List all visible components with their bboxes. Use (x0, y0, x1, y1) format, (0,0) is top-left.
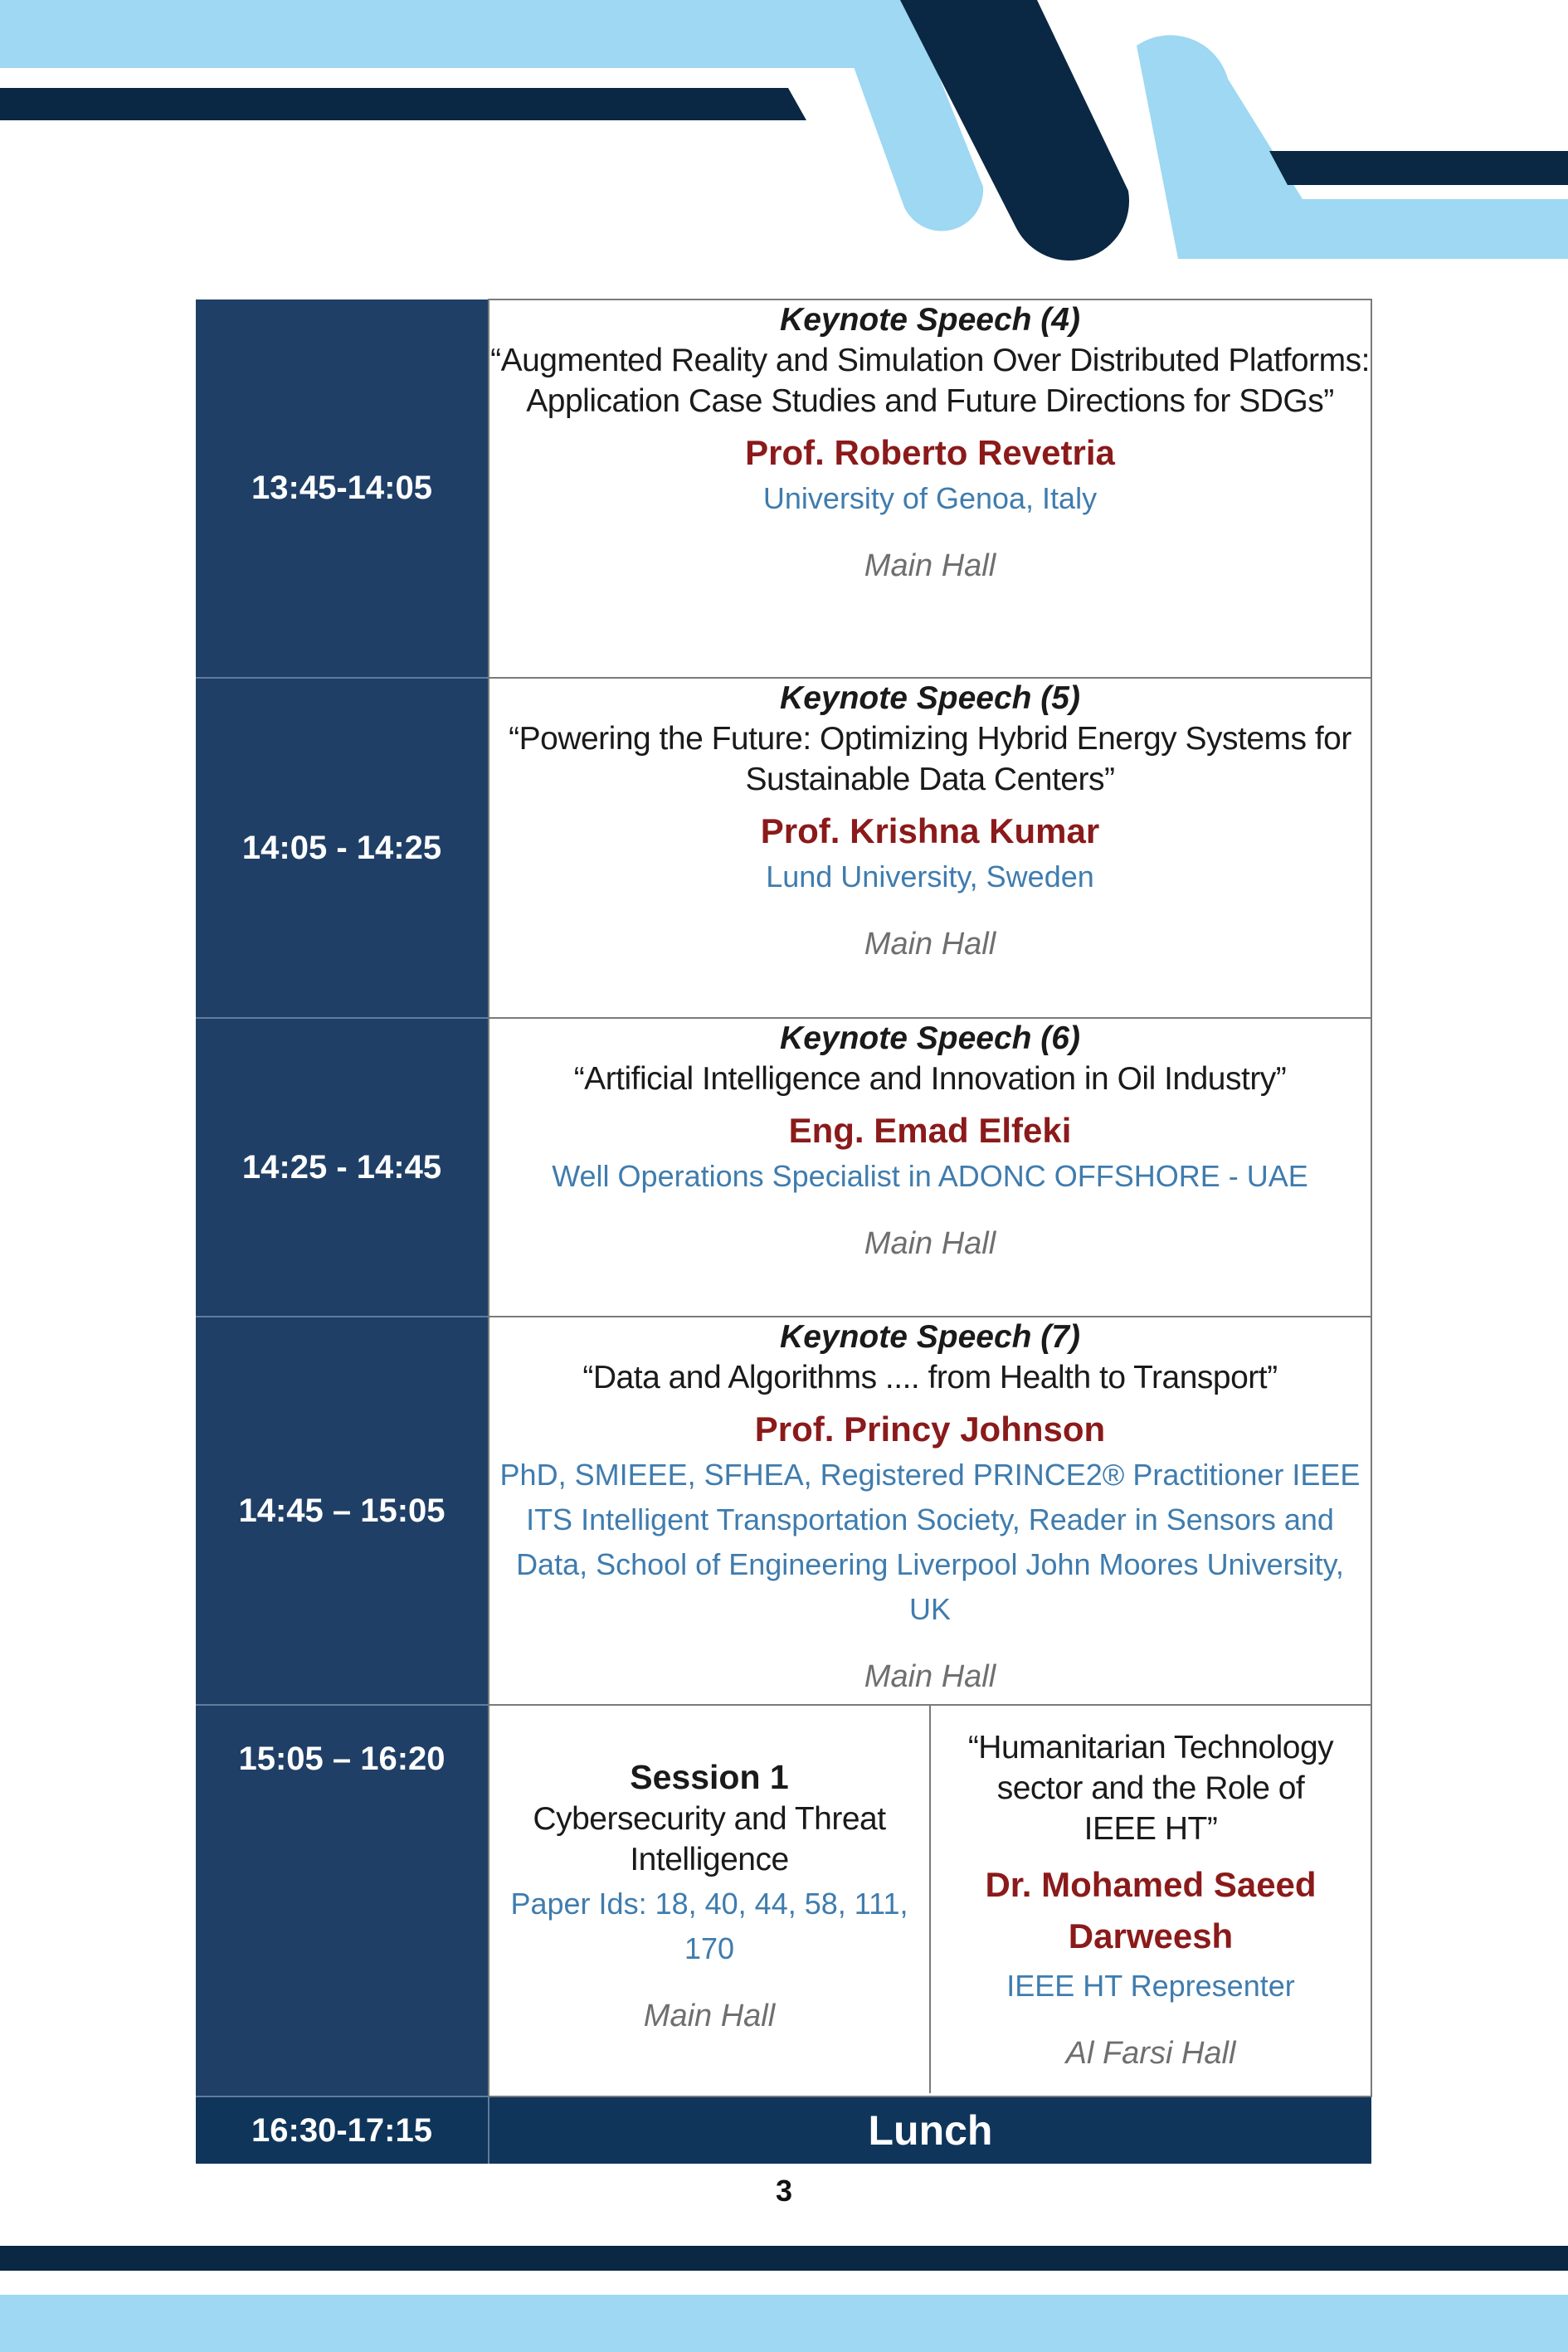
time-slot: 13:45-14:05 (196, 299, 489, 678)
venue: Main Hall (864, 927, 996, 962)
session-topic: Cybersecurity and Threat Intelligence (533, 1801, 886, 1877)
speaker-affiliation: University of Genoa, Italy (762, 481, 1098, 515)
session-type: Keynote Speech (7) (780, 1319, 1080, 1355)
talk-title: “Humanitarian Technology sector and the Role of IEEE HT” (967, 1730, 1334, 1847)
footer-decoration (0, 2232, 1568, 2352)
speaker-affiliation: Well Operations Specialist in ADONC OFFSHORE - UAE (552, 1159, 1308, 1193)
keynote-cell (489, 1317, 1371, 1705)
speaker-affiliation: Lund University, Sweden (766, 859, 1094, 894)
talk-title: “Artificial Intelligence and Innovation in Oil Industry” (573, 1061, 1287, 1097)
speaker-name: Eng. Emad Elfeki (788, 1111, 1072, 1150)
schedule-row (196, 1018, 1371, 1317)
lunch-label: Lunch (489, 2096, 1371, 2164)
venue: Main Hall (864, 1659, 996, 1694)
venue: Main Hall (864, 548, 996, 583)
schedule-row (196, 678, 1371, 1018)
session-type: Keynote Speech (4) (780, 302, 1080, 338)
schedule-row-parallel (196, 1705, 1371, 2096)
speaker-affiliation: PhD, SMIEEE, SFHEA, Registered PRINCE2® Practitioner IEEE ITS Intelligent Transportation Society, Reader in Sensors and Data, School of Engineering Liverpool John Moores University, UK (499, 1458, 1361, 1626)
lunch-row (196, 2096, 1371, 2164)
talk-title: “Augmented Reality and Simulation Over Distributed Platforms: Application Case Studies and Future Directions for SDGs” (490, 343, 1370, 419)
venue: Main Hall (864, 1226, 996, 1261)
page-number: 3 (775, 2174, 793, 2208)
time-slot: 15:05 – 16:20 (196, 1705, 489, 2096)
session-type: Keynote Speech (5) (780, 680, 1080, 716)
keynote-cell (489, 678, 1371, 1018)
session-type: Keynote Speech (6) (780, 1020, 1080, 1056)
keynote-cell (489, 1018, 1371, 1317)
venue: Al Farsi Hall (1065, 2036, 1236, 2071)
keynote-cell (489, 299, 1371, 678)
speaker-name: Dr. Mohamed Saeed Darweesh (985, 1865, 1317, 1955)
talk-block (929, 1706, 1371, 2093)
schedule-row (196, 1317, 1371, 1705)
speaker-name: Prof. Roberto Revetria (745, 433, 1115, 472)
time-slot: 14:45 – 15:05 (196, 1317, 489, 1705)
time-slot: 14:05 - 14:25 (196, 678, 489, 1018)
schedule-row (196, 299, 1371, 678)
talk-title: “Powering the Future: Optimizing Hybrid Energy Systems for Sustainable Data Centers” (509, 721, 1351, 797)
paper-ids: Paper Ids: 18, 40, 44, 58, 111, 170 (510, 1887, 908, 1965)
venue: Main Hall (643, 1999, 776, 2033)
speaker-affiliation: IEEE HT Representer (1006, 1969, 1295, 2003)
session-block (489, 1706, 929, 2093)
talk-title: “Data and Algorithms .... from Health to Transport” (582, 1360, 1278, 1395)
time-slot: 16:30-17:15 (196, 2096, 489, 2164)
session-title: Session 1 (630, 1758, 789, 1796)
schedule-table (196, 299, 1372, 2164)
speaker-name: Prof. Princy Johnson (754, 1410, 1106, 1449)
speaker-name: Prof. Krishna Kumar (760, 811, 1100, 850)
header-decoration (0, 0, 1568, 265)
time-slot: 14:25 - 14:45 (196, 1018, 489, 1317)
parallel-cell (489, 1705, 1371, 2096)
